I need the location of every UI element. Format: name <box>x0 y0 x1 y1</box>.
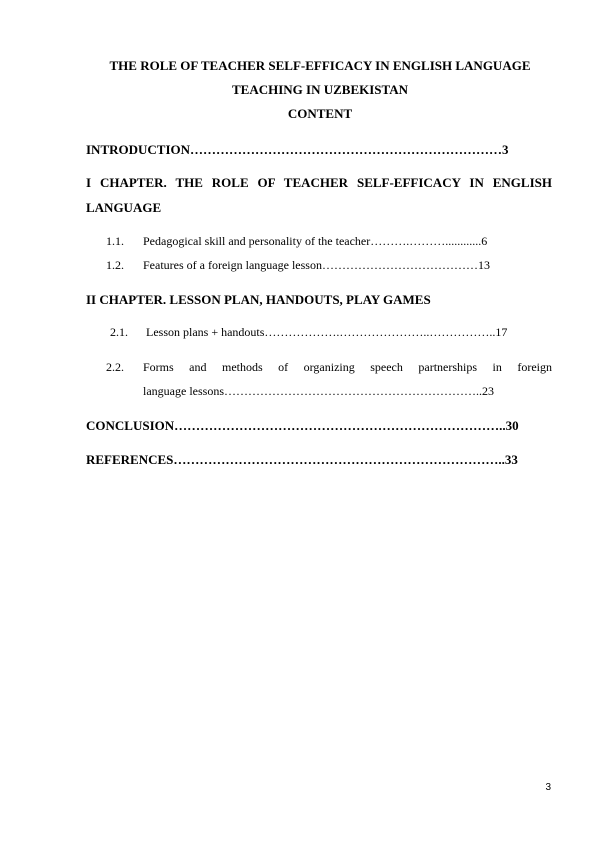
toc-chapter-1-line-1: I CHAPTER. THE ROLE OF TEACHER SELF-EFFICACY IN ENGLISH <box>86 175 552 190</box>
toc-item-1-2: Features of a foreign language lesson…………………………………13 <box>143 258 490 272</box>
toc-item-2-2-line-1: Forms and methods of organizing speech partnerships in foreign <box>143 360 552 374</box>
toc-item-2-2-line-2: language lessons………………………………………………………..23 <box>143 384 494 398</box>
content-heading: CONTENT <box>287 106 353 121</box>
toc-item-number: 1.1. <box>106 234 124 248</box>
toc-item-number: 1.2. <box>106 258 124 272</box>
toc-conclusion: CONCLUSION…………………………………………………………………..30 <box>86 418 519 433</box>
toc-references: REFERENCES…………………………………………………………………..33 <box>86 452 518 467</box>
toc-item-number: 2.1. <box>110 325 128 339</box>
toc-item-number: 2.2. <box>106 360 124 374</box>
title-line-1: THE ROLE OF TEACHER SELF-EFFICACY IN ENGLISH LANGUAGE <box>109 58 531 73</box>
toc-item-2-1: Lesson plans + handouts……………….…………………..……………..17 <box>146 325 508 339</box>
toc-introduction: INTRODUCTION………………………………………………………………3 <box>86 142 509 157</box>
toc-chapter-2: II CHAPTER. LESSON PLAN, HANDOUTS, PLAY GAMES <box>86 292 431 307</box>
page-number: 3 <box>545 782 551 793</box>
toc-chapter-1-line-2: LANGUAGE <box>86 200 162 215</box>
toc-item-1-1: Pedagogical skill and personality of the teacher……….………............6 <box>143 234 488 248</box>
title-line-2: TEACHING IN UZBEKISTAN <box>231 82 409 97</box>
